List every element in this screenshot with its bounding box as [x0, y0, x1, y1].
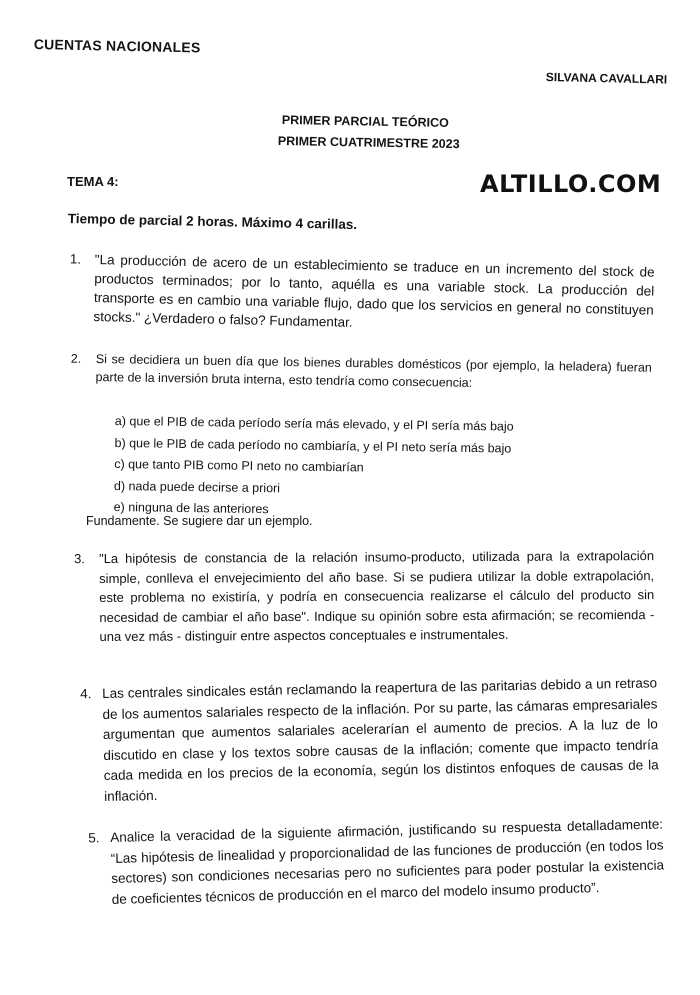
option-c: c) que tanto PIB como PI neto no cambiarían	[114, 456, 364, 475]
option-b: b) que le PIB de cada período no cambiaría, y el PI neto sería más bajo	[114, 435, 512, 456]
tema-label: TEMA 4:	[67, 174, 119, 189]
question-number: 2.	[70, 351, 82, 366]
question-2-options	[113, 411, 513, 524]
question-number: 1.	[69, 251, 82, 267]
exam-instructions: Tiempo de parcial 2 horas. Máximo 4 carillas.	[67, 211, 358, 233]
question-number: 5.	[88, 830, 100, 846]
question-text: Analice la veracidad de la siguiente afirmación, justificando su respuesta detalladamente: “Las hipótesis de linealidad y proporcionalidad de las funciones de producción (en todos los sectores) son condiciones necesarias pero no suficientes para poder postular la existencia de coeficientes técnicos de producción en el marco del modelo insumo producto”.	[110, 816, 665, 907]
professor-name: SILVANA CAVALLARI	[545, 70, 668, 87]
question-1	[69, 250, 655, 339]
course-title: CUENTAS NACIONALES	[33, 36, 201, 56]
question-text: "La producción de acero de un establecimiento se traduce en un incremento del stock de productos terminados; por lo tanto, aquélla es una variable stock. La producción del transporte es en cambio una variable flujo, dado que los servicios en general no constituyen stocks." ¿Verdadero o falso? Fundamentar.	[93, 251, 655, 330]
question-5	[88, 814, 665, 909]
exam-term: PRIMER CUATRIMESTRE 2023	[277, 134, 460, 152]
option-e: e) ninguna de las anteriores	[113, 499, 269, 517]
question-4	[80, 673, 659, 807]
question-number: 3.	[74, 551, 85, 567]
altillo-logo: ALTILLO.COM	[480, 170, 662, 198]
question-3	[74, 546, 655, 646]
option-a: a) que el PIB de cada período sería más elevado, y el PI sería más bajo	[114, 413, 514, 434]
exam-title: PRIMER PARCIAL TEÓRICO	[281, 113, 449, 130]
question-text: "La hipótesis de constancia de la relación insumo-producto, utilizada para la extrapolación simple, conlleva el envejecimiento del año base. Si se pudiera utilizar la doble extrapolación, este problema no existiría, y podría en consecuencia realizarse el cálculo del producto sin necesidad de cambiar el año base". Indique su opinión sobre esta afirmación; se recomienda - una vez más - distinguir entre aspectos conceptuales e instrumentales.	[99, 548, 655, 644]
question-text: Si se decidiera un buen día que los bienes durables domésticos (por ejemplo, la heladera) fueran parte de la inversión bruta interna, esto tendría como consecuencia:	[95, 351, 652, 390]
question-number: 4.	[80, 686, 92, 702]
question-text: Las centrales sindicales están reclamando la reapertura de las paritarias debido a un retraso de los aumentos salariales respecto de la inflación. Por su parte, las cámaras empresariales argumentan que aumentos salariales acelerarían el aumento de precios. A la luz de lo discutido en clase y los textos sobre causas de la inflación; comente que impacto tendría cada medida en los precios de la economía, según los distintos enfoques de causas de la inflación.	[102, 675, 659, 804]
option-d: d) nada puede decirse a priori	[113, 478, 281, 495]
question-2-footer: Fundamente. Se sugiere dar un ejemplo.	[86, 514, 313, 528]
question-2	[70, 350, 652, 395]
